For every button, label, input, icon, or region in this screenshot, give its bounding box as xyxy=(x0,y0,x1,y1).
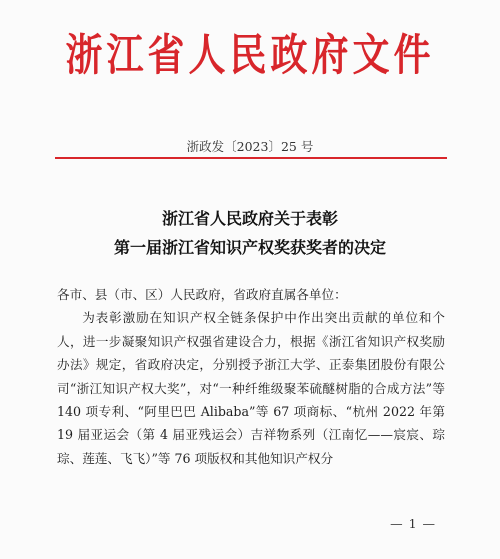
body-paragraph: 为表彰激励在知识产权全链条保护中作出突出贡献的单位和个人，进一步凝聚知识产权强省建设合力，根据《浙江省知识产权奖励办法》规定，省政府决定，分别授予浙江大学、正泰集团股份有限公司“浙江知识产权大奖”，对“一种纤维级聚苯硫醚树脂的合成方法”等 140 项专利、“阿里巴巴 Alibaba”等 67 项商标、“杭州 2022 年第 19 届亚运会（第 4 届亚残运会）吉祥物系列（江南忆——宸宸、琮琮、莲莲、飞飞）”等 76 项版权和其他知识产权分 xyxy=(57,310,445,466)
document-number: 浙政发〔2023〕25 号 xyxy=(186,139,314,154)
decision-title-line-2: 第一届浙江省知识产权奖获奖者的决定 xyxy=(113,238,386,257)
document-header-title: 浙江省人民政府文件 xyxy=(65,30,435,81)
document-body xyxy=(57,283,445,470)
salutation: 各市、县（市、区）人民政府，省政府直属各单位： xyxy=(57,287,347,302)
decision-title-line-1: 浙江省人民政府关于表彰 xyxy=(161,209,338,228)
red-divider-line xyxy=(55,157,447,159)
decision-title xyxy=(0,204,500,262)
page-number: — 1 — xyxy=(390,516,436,531)
